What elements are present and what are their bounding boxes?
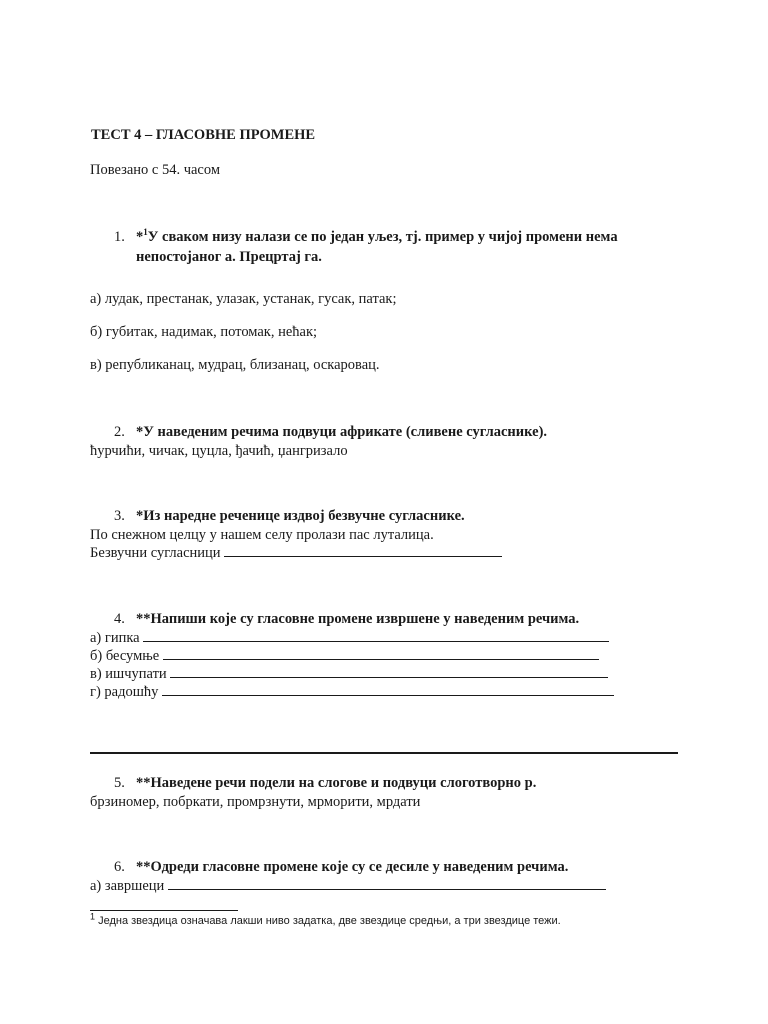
question-4-number: 4. bbox=[114, 611, 125, 627]
question-3-text: *Из наредне реченице издвој безвучне сугласнике. bbox=[136, 508, 465, 524]
question-4-item-c-label: в) ишчупати bbox=[90, 666, 167, 682]
question-1-star: * bbox=[136, 229, 144, 245]
question-4-item-a-label: а) гипка bbox=[90, 630, 140, 646]
question-1-line-1 bbox=[114, 228, 618, 246]
question-1-option-b: б) губитак, надимак, потомак, нећак; bbox=[90, 324, 318, 340]
question-4-item-b-label: б) бесумње bbox=[90, 648, 160, 664]
question-1-number: 1. bbox=[114, 229, 125, 245]
question-1-option-c: в) републиканац, мудрац, близанац, оскаровац. bbox=[90, 357, 380, 373]
subtitle: Повезано с 54. часом bbox=[90, 162, 221, 178]
footnote-separator bbox=[90, 910, 238, 911]
question-6-item-a bbox=[90, 877, 606, 895]
question-1-option-a: а) лудак, престанак, улазак, устанак, гусак, патак; bbox=[90, 291, 397, 307]
question-4-text: **Напиши које су гласовне промене извршене у наведеним речима. bbox=[136, 611, 580, 627]
page-title: ТЕСТ 4 – ГЛАСОВНЕ ПРОМЕНЕ bbox=[91, 127, 316, 143]
footnote-ref: 1 bbox=[143, 227, 148, 238]
question-3-number: 3. bbox=[114, 508, 125, 524]
question-1-text: У сваком низу налази се по један уљез, тј. пример у чијој промени нема bbox=[147, 229, 618, 245]
question-6-line bbox=[114, 858, 568, 876]
question-4-line bbox=[114, 610, 579, 628]
footnote-text: Једна звездица означава лакши ниво задатка, две звездице средњи, а три звездице тежи. bbox=[98, 915, 561, 927]
question-4-item-a bbox=[90, 629, 609, 647]
question-6-item-a-answer-line[interactable] bbox=[168, 877, 606, 890]
question-5-words: брзиномер, побркати, промрзнути, мрморити, мрдати bbox=[90, 794, 421, 810]
question-2-line bbox=[114, 423, 547, 441]
question-2-number: 2. bbox=[114, 424, 125, 440]
question-4-item-a-answer-line[interactable] bbox=[143, 629, 609, 642]
question-3-answer-label: Безвучни сугласници bbox=[90, 545, 221, 561]
question-4-item-b bbox=[90, 647, 599, 665]
footnote bbox=[90, 911, 561, 927]
question-4-item-d bbox=[90, 683, 614, 701]
question-4-item-d-answer-line[interactable] bbox=[162, 683, 614, 696]
question-4-item-c bbox=[90, 665, 608, 683]
question-3-answer-row bbox=[90, 544, 502, 562]
question-4-item-d-label: г) радошћу bbox=[90, 684, 159, 700]
footnote-marker: 1 bbox=[90, 911, 96, 922]
question-3-sentence: По снежном целцу у нашем селу пролази пас луталица. bbox=[90, 527, 434, 543]
question-6-text: **Одреди гласовне промене које су се десиле у наведеним речима. bbox=[136, 859, 569, 875]
question-6-number: 6. bbox=[114, 859, 125, 875]
question-3-line bbox=[114, 507, 465, 525]
question-3-answer-line[interactable] bbox=[224, 544, 502, 557]
question-4-item-b-answer-line[interactable] bbox=[163, 647, 599, 660]
question-5-text: **Наведене речи подели на слогове и подвуци слоготворно р. bbox=[136, 775, 537, 791]
question-5-line bbox=[114, 774, 536, 792]
question-1-line-2: непостојаног а. Прецртај га. bbox=[136, 249, 322, 265]
question-2-text: *У наведеним речима подвуци африкате (сливене сугласнике). bbox=[136, 424, 548, 440]
question-2-words: ћурчићи, чичак, цуцла, ђачић, џангризало bbox=[90, 443, 348, 459]
question-6-item-a-label: а) завршеци bbox=[90, 878, 165, 894]
question-4-item-c-answer-line[interactable] bbox=[170, 665, 608, 678]
question-5-number: 5. bbox=[114, 775, 125, 791]
separator-line bbox=[90, 752, 678, 754]
